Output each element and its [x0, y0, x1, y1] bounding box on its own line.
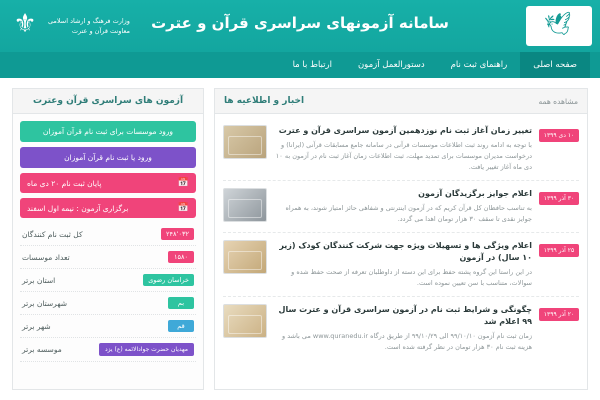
ministry-logo: [8, 4, 130, 44]
news-thumbnail-image: [223, 240, 267, 274]
content-area: [0, 78, 600, 400]
list-item[interactable]: [223, 181, 579, 233]
news-text: [274, 240, 532, 289]
news-date: ۲۰ آذر ۱۳۹۹: [539, 308, 579, 321]
registration-deadline-label: پایان ثبت نام ۲۰ دی ماه: [27, 178, 102, 188]
stat-total-registrants: [20, 223, 196, 246]
page-title: سامانه آزمونهای سراسری قرآن و عترت: [151, 14, 449, 32]
news-list: [215, 114, 587, 364]
news-summary: با توجه به ادامه روند ثبت اطلاعات موسسات قرآنی در سامانه جامع مسابقات قرآنی (ایرانا) و درخواست مدیران موسسات برای تمدید مهلت، ثبت اطلاعات زمان آغاز ثبت نام در آزمون به ۱۰ دی ماه آغاز تغییر یافت.: [275, 141, 532, 172]
news-title[interactable]: چگونگی و شرایط ثبت نام در آزمون سراسری قرآن و عترت سال ۹۹ اعلام شد: [278, 305, 532, 327]
exam-panel-actions: [13, 114, 203, 223]
list-item[interactable]: [223, 233, 579, 297]
news-thumbnail-image: [223, 188, 267, 222]
stat-label: شهر برتر: [22, 321, 51, 331]
nav-contact-us[interactable]: ارتباط با ما: [292, 60, 332, 70]
calendar-icon: 📅: [177, 178, 189, 188]
news-summary: زمان ثبت نام آزمون ۹۹/۱۰/۱۰ الی ۹۹/۱۰/۲۹ از طریق درگاه www.quranedu.ir می باشد و هزینه ثبت نام ۳۰ هزار تومان در نظر گرفته شده است.: [281, 332, 532, 352]
nav-home[interactable]: صفحه اصلی: [520, 52, 590, 78]
list-item[interactable]: [223, 297, 579, 360]
stat-top-city: [20, 315, 196, 338]
news-title[interactable]: تغییر زمان آغاز ثبت نام نوزدهمین آزمون سراسری قرآن و عترت: [278, 126, 532, 135]
stat-top-province: [20, 269, 196, 292]
news-text: [274, 125, 532, 173]
list-item[interactable]: [223, 118, 579, 181]
news-summary: در این راستا این گروه پشته حفظ برای این دسته از داوطلبان تعرفه از صحت حفظ شده و سوالات، متناسب با سن تعیین نموده است.: [291, 268, 532, 288]
stat-label: استان برتر: [22, 275, 56, 285]
ministry-org-text: [48, 11, 130, 37]
registration-deadline: [20, 173, 196, 193]
stat-top-institute: [20, 338, 196, 362]
exam-date-label: برگزاری آزمون : نیمه اول اسفند: [27, 203, 129, 213]
stat-label: شهرستان برتر: [22, 298, 68, 308]
news-title[interactable]: اعلام جوایز برگزیدگان آزمون: [418, 189, 532, 199]
news-title[interactable]: اعلام ویژگی ها و تسهیلات ویژه جهت شرکت کنندگان کودک (زیر ۱۰ سال) در آزمون: [279, 241, 532, 263]
stat-value: مهدیان حضرت جوادالائمه (ع) یزد: [99, 343, 194, 356]
news-thumbnail-image: [223, 304, 267, 338]
news-thumbnail-image: [223, 125, 267, 159]
exam-panel-title: آزمون های سراسری قرآن وعترت: [13, 89, 203, 114]
news-panel: [214, 88, 588, 390]
news-date: ۳۰ آذر ۱۳۹۹: [539, 192, 579, 205]
news-summary: به تناسب حافظان کل قرآن کریم که در آزمون اینترنتی و شفاهی حائز امتیاز شوند، به همراه جوایز نقدی تا سقف ۳۰ هزار تومان اهدا می گردد.: [285, 204, 532, 224]
exam-panel: [12, 88, 204, 390]
news-panel-header: [215, 89, 587, 114]
stat-value: خراسان رضوی: [143, 274, 194, 286]
ministry-line-2: معاونت قرآن و عترت: [71, 27, 130, 35]
news-view-all-link[interactable]: مشاهده همه: [538, 96, 578, 106]
exam-date: [20, 198, 196, 218]
dove-book-logo-icon: 🕊: [543, 11, 575, 40]
students-login-button[interactable]: ورود یا ثبت نام قرآن آموزان: [20, 147, 196, 168]
stat-top-county: [20, 292, 196, 315]
stat-value: قم: [168, 320, 194, 332]
nav-registration-guide[interactable]: راهنمای ثبت نام: [450, 60, 508, 70]
site-header: [0, 0, 600, 52]
ministry-line-1: وزارت فرهنگ و ارشاد اسلامی: [48, 17, 130, 26]
news-date: ۱۰ دی ۱۳۹۹: [539, 129, 579, 142]
stat-institutes-count: [20, 246, 196, 269]
nav-exam-instructions[interactable]: دستورالعمل آزمون: [357, 60, 425, 70]
stat-value: بم: [168, 297, 194, 309]
stat-value: ۲۴۸٬۰۳۲: [161, 228, 194, 240]
stat-value: ۱۵۸۰: [168, 251, 194, 263]
iran-emblem-icon: ⚜: [13, 9, 37, 39]
news-panel-title: اخبار و اطلاعیه ها: [224, 96, 305, 106]
stat-label: کل ثبت نام کنندگان: [22, 229, 83, 239]
statistics-list: [13, 223, 203, 369]
stat-label: موسسه برتر: [22, 345, 62, 354]
calendar-icon: 📅: [177, 203, 189, 213]
stat-label: تعداد موسسات: [22, 252, 70, 262]
news-date: ۲۵ آذر ۱۳۹۹: [539, 244, 579, 257]
main-navigation: [0, 52, 600, 78]
institutes-login-button[interactable]: ورود موسسات برای ثبت نام قرآن آموزان: [20, 121, 196, 142]
news-text: [274, 188, 532, 225]
news-text: [274, 304, 532, 353]
